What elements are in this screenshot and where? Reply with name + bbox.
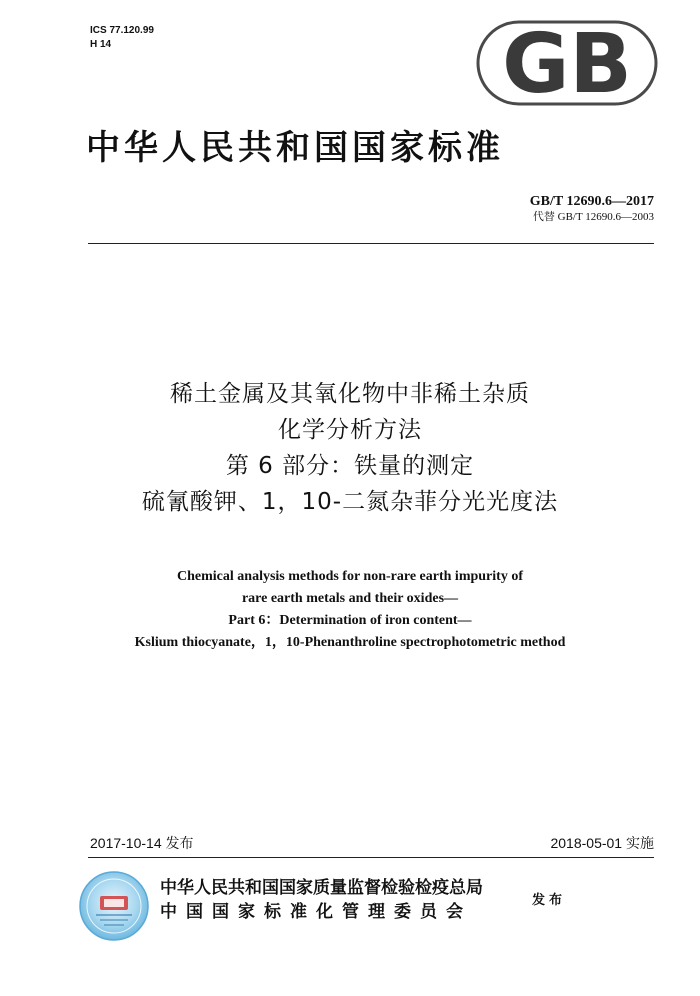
implement-date: 2018-05-01 实施 — [550, 835, 654, 851]
ics-block — [90, 24, 154, 52]
english-title-line-2: rare earth metals and their oxides— — [241, 591, 459, 606]
issue-label: 发布 — [532, 893, 567, 908]
gb-logo-text: GB — [502, 20, 632, 106]
english-title-line-4: Kslium thiocyanate，1，10-Phenanthroline spectrophotometric method — [134, 635, 566, 650]
ics-code: ICS 77.120.99 — [90, 25, 154, 36]
english-title — [0, 566, 700, 654]
classification-code: H 14 — [90, 39, 112, 50]
header-divider — [88, 243, 654, 244]
standard-number: GB/T 12690.6—2017 — [529, 194, 654, 209]
english-title-line-3: Part 6：Determination of iron content— — [228, 613, 472, 628]
chinese-title — [0, 376, 700, 520]
chinese-title-line-3: 第 6 部分：铁量的测定 — [225, 453, 475, 479]
issuer-aqsiq: 中华人民共和国国家质量监督检验检疫总局 — [160, 878, 483, 898]
english-title-line-1: Chemical analysis methods for non-rare earth impurity of — [177, 569, 523, 584]
gb-logo — [476, 20, 658, 106]
footer-divider — [88, 857, 654, 858]
anti-counterfeit-seal-icon — [78, 870, 150, 942]
issuers-block — [160, 876, 483, 924]
replaces-standard: 代替 GB/T 12690.6—2003 — [532, 211, 654, 223]
chinese-title-line-4: 硫氰酸钾、1，10-二氮杂菲分光光度法 — [141, 489, 559, 515]
national-standard-title: 中华人民共和国国家标准 — [86, 128, 504, 168]
chinese-title-line-2: 化学分析方法 — [278, 417, 422, 443]
issuer-sac: 中国国家标准化管理委员会 — [160, 902, 472, 922]
publish-date: 2017-10-14 发布 — [90, 835, 194, 851]
chinese-title-line-1: 稀土金属及其氧化物中非稀土杂质 — [170, 381, 530, 407]
